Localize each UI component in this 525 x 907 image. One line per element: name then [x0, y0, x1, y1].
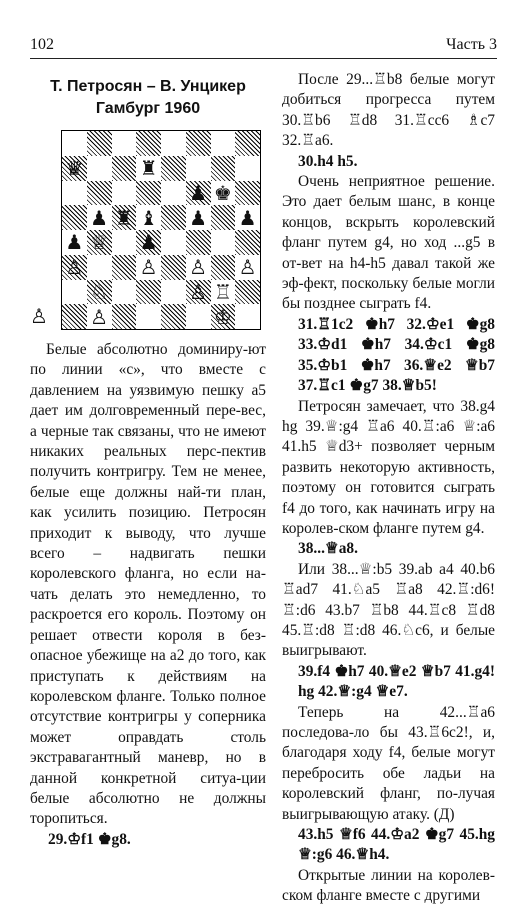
board-square [112, 255, 137, 280]
paragraph: Белые абсолютно доминиру-ют по линии «с», что вместе с давлением на уязвимую пешку а5 дает им долговременный пере-вес, а черные так связаны, что не имеют никаких реальных перс-пектив получить контригру. Тем не менее, белые еще должны най-ти план, как усилить позицию. Петросян приходит к выводу, что лучше всего – надвигать пешки королевского фланга, но если на-чать делать это немедленно, то раскроется его король. Поэтому он решает отвести короля в без-опасное убежище на а2 до того, как приступать к действиям на королевском фланге. Только полное отсутствие контригры у соперника может оправдать столь экстравагантный маневр, но в данной конкретной ситуа-ции белые абсолютно не должны торопиться. [30, 341, 266, 828]
board-square [136, 181, 161, 206]
board-square [62, 280, 87, 305]
board-square [87, 230, 112, 255]
chess-piece-icon: ♙ [238, 255, 257, 280]
board-square [161, 304, 186, 329]
board-square [235, 156, 260, 181]
board-square [235, 131, 260, 156]
chess-piece-icon: ♙ [189, 279, 208, 304]
move-line: 29.♔f1 ♚g8. [48, 830, 131, 848]
page-number: 102 [30, 36, 54, 53]
board-square [186, 181, 211, 206]
chess-piece-icon: ♝ [139, 205, 158, 230]
chess-piece-icon: ♙ [189, 255, 208, 280]
board-square [186, 280, 211, 305]
board-square [87, 181, 112, 206]
board-square [161, 156, 186, 181]
board-square [235, 255, 260, 280]
board-square [62, 230, 87, 255]
board-square [87, 255, 112, 280]
move-line: 39.f4 ♚h7 40.♕e2 ♕b7 41.g4! hg 42.♕:g4 ♕e7. [298, 662, 495, 701]
board-square [161, 131, 186, 156]
right-column [282, 70, 495, 907]
board-square [186, 205, 211, 230]
board-square [211, 181, 236, 206]
board-square [87, 131, 112, 156]
paragraph: Петросян замечает, что 38.g4 hg 39.♕:g4 ♖a6 40.♖:a6 ♕:a6 41.h5 ♕d3+ позволяет черным развить некоторую активность, поэтому он готовится сыграть f4 до того, как начинать игру на королев-ском фланге путем g4. [282, 397, 495, 537]
chess-piece-icon: ♟ [238, 205, 257, 230]
board-square [112, 156, 137, 181]
board-square [235, 230, 260, 255]
chess-piece-icon: ♙ [90, 304, 109, 329]
board-square [211, 205, 236, 230]
board-square [87, 205, 112, 230]
board-square [211, 304, 236, 329]
board-square [62, 205, 87, 230]
board-square [112, 205, 137, 230]
chess-piece-icon: ♟ [189, 180, 208, 205]
chess-piece-icon: ♟ [189, 205, 208, 230]
paragraph: После 29...♖b8 белые могут добиться прогресса путем 30.♖b6 ♖d8 31.♖cc6 ♗c7 32.♖a6. [282, 71, 495, 150]
chess-piece-icon: ♛ [65, 156, 84, 181]
board-square [62, 181, 87, 206]
board-square [161, 280, 186, 305]
board-square [211, 230, 236, 255]
left-column [30, 70, 266, 850]
paragraph: Очень неприятное решение. Это дает белым шанс, в конце концов, вскрыть королевский фланг путем g4, но ход ...g5 в от-вет на h4-h5 давал такой же эф-фект, поскольку белые могли бы позднее сыграть f4. [282, 173, 495, 313]
board-square [62, 255, 87, 280]
board-square [186, 131, 211, 156]
chess-piece-icon: ♙ [65, 255, 84, 280]
chess-piece-icon: ♕ [90, 230, 109, 255]
board-square [136, 304, 161, 329]
board-square [112, 181, 137, 206]
board-square [136, 205, 161, 230]
left-text [30, 340, 266, 830]
board-square [161, 181, 186, 206]
board-square [161, 230, 186, 255]
part-title: Часть 3 [446, 36, 497, 53]
board-square [136, 156, 161, 181]
board-square [136, 280, 161, 305]
board-square [62, 131, 87, 156]
chess-board [61, 130, 261, 330]
paragraph: Открытые линии на королев-ском фланге вместе с другими [282, 866, 495, 905]
board-square [235, 205, 260, 230]
board-square [211, 255, 236, 280]
board-square [87, 280, 112, 305]
board-square [62, 304, 87, 329]
board-square [186, 255, 211, 280]
game-event: Гамбург 1960 [95, 100, 201, 117]
move-line: 30.h4 h5. [298, 152, 358, 170]
page-header [30, 34, 497, 59]
chess-piece-icon: ♙ [139, 255, 158, 280]
board-square [112, 304, 137, 329]
board-square [87, 304, 112, 329]
white-to-move-icon: ♙ [30, 304, 48, 328]
paragraph: Или 38...♕:b5 39.ab a4 40.b6 ♖ad7 41.♘a5 ♖a8 42.♖:d6! ♖:d6 43.b7 ♖b8 44.♖c8 ♖d8 45.♖:d8 ♖:d8 46.♘c6, и белые выигрывают. [282, 560, 495, 660]
chess-diagram [30, 126, 266, 340]
board-square [186, 230, 211, 255]
chess-piece-icon: ♟ [90, 205, 109, 230]
board-square [211, 156, 236, 181]
board-square [112, 131, 137, 156]
board-square [235, 181, 260, 206]
chess-piece-icon: ♚ [213, 180, 232, 205]
chess-piece-icon: ♟ [139, 230, 158, 255]
move-line: 43.h5 ♕f6 44.♔a2 ♚g7 45.hg ♕:g6 46.♕h4. [298, 826, 495, 864]
chess-piece-icon: ♟ [65, 230, 84, 255]
move-line: 38...♕a8. [298, 540, 358, 558]
chess-piece-icon: ♖ [213, 279, 232, 304]
board-square [112, 280, 137, 305]
chess-piece-icon: ♜ [114, 205, 133, 230]
board-square [235, 304, 260, 329]
board-square [87, 156, 112, 181]
move-line: 31.♖1c2 ♚h7 32.♔e1 ♚g8 33.♔d1 ♚h7 34.♔c1 ♚g8 35.♔b1 ♚h7 36.♕e2 ♕b7 37.♖c1 ♚g7 38.♕b5! [298, 315, 495, 395]
board-square [136, 131, 161, 156]
board-square [112, 230, 137, 255]
chess-piece-icon: ♜ [139, 156, 158, 181]
board-square [136, 255, 161, 280]
board-square [136, 230, 161, 255]
game-players: Т. Петросян – В. Унцикер [50, 78, 246, 95]
chess-piece-icon: ♔ [213, 304, 232, 329]
board-square [161, 255, 186, 280]
paragraph: Теперь на 42...♖a6 последова-ло бы 43.♖6c2!, и, благодаря ходу f4, белые могут перебросить обе ладьи на королевский фланг, по-лучая выигрывающую атаку. (Д) [282, 703, 495, 823]
board-square [235, 280, 260, 305]
board-square [186, 304, 211, 329]
board-square [161, 205, 186, 230]
board-square [62, 156, 87, 181]
board-square [211, 131, 236, 156]
board-square [211, 280, 236, 305]
chess-piece-icon: ♘ [90, 279, 109, 304]
board-square [186, 156, 211, 181]
